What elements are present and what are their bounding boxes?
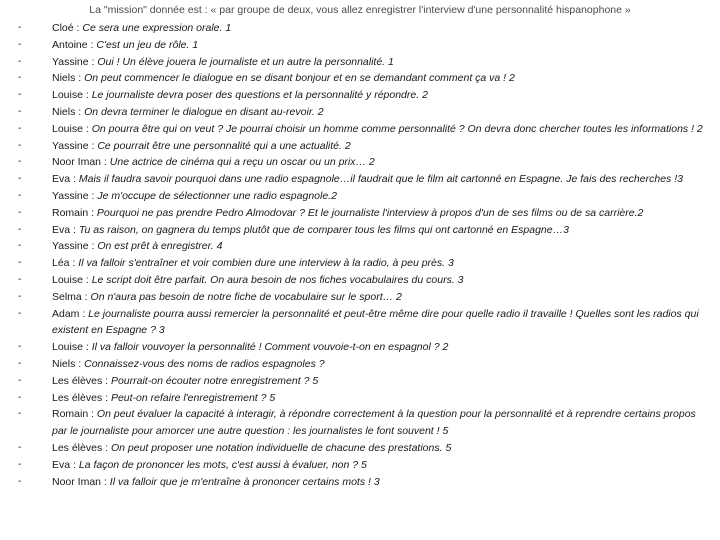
- list-item: [0, 406, 720, 440]
- list-item: [0, 37, 720, 54]
- bullet-dash: -: [18, 374, 22, 386]
- list-item-text: Selma : On n'aura pas besoin de notre fiche de vocabulaire sur le sport… 2: [52, 290, 402, 303]
- list-item: [0, 272, 720, 289]
- list-item: [0, 339, 720, 356]
- list-item: [0, 70, 720, 87]
- list-item-text: Adam : Le journaliste pourra aussi remercier la personnalité et peut-être même dire pour quelle radio il travaille ! Quelles sont les radios qui existent en Espagne ? 3: [52, 307, 699, 337]
- list-item-text: Les élèves : On peut proposer une notation individuelle de chacune des prestations. 5: [52, 441, 452, 454]
- bullet-dash: -: [18, 307, 22, 319]
- list-item-text: Les élèves : Peut-on refaire l'enregistrement ? 5: [52, 391, 276, 404]
- list-item: [0, 20, 720, 37]
- list-item: [0, 154, 720, 171]
- bullet-dash: -: [18, 391, 22, 403]
- list-item: [0, 474, 720, 491]
- bullet-dash: -: [18, 189, 22, 201]
- list-item: [0, 87, 720, 104]
- list-item-text: Cloé : Ce sera une expression orale. 1: [52, 22, 232, 34]
- list-item-text: Yassine : On est prêt à enregistrer. 4: [52, 240, 223, 253]
- bullet-dash: -: [18, 408, 22, 420]
- list-item-text: Noor Iman : Une actrice de cinéma qui a reçu un oscar ou un prix… 2: [52, 156, 375, 169]
- list-item-text: Eva : Mais il faudra savoir pourquoi dans une radio espagnole…il faudrait que le film ait cartonné en Espagne. Je fais des recherches !3: [52, 173, 683, 186]
- list-item-text: Niels : Connaissez-vous des noms de radios espagnoles ?: [52, 357, 325, 370]
- bullet-dash: -: [18, 122, 22, 134]
- bullet-dash: -: [18, 55, 22, 67]
- list-item: [0, 289, 720, 306]
- list-item: [0, 138, 720, 155]
- list-item-text: Yassine : Oui ! Un élève jouera le journaliste et un autre la personnalité. 1: [52, 55, 394, 68]
- list-item: [0, 238, 720, 255]
- list-item-text: Romain : On peut évaluer la capacité à interagir, à répondre correctement à la question pour la personnalité et à reprendre certains propos par le journaliste pour amorcer une autre question : les journalistes le font souvent ! 5: [52, 408, 696, 438]
- list-item: [0, 306, 720, 340]
- bullet-dash: -: [18, 273, 22, 285]
- list-item: [0, 440, 720, 457]
- bullet-dash: -: [18, 173, 22, 185]
- list-item-text: Louise : On pourra être qui on veut ? Je pourrai choisir un homme comme personnalité ? On devra donc chercher toutes les informations ! 2: [52, 122, 703, 135]
- list-item: [0, 171, 720, 188]
- list-item-text: Louise : Le journaliste devra poser des questions et la personnalité y répondre. 2: [52, 89, 428, 102]
- list-item: [0, 255, 720, 272]
- list-item: [0, 356, 720, 373]
- list-item: [0, 222, 720, 239]
- list-item-text: Yassine : Ce pourrait être une personnalité qui a une actualité. 2: [52, 139, 351, 152]
- bullet-dash: -: [18, 240, 22, 252]
- bullet-dash: -: [18, 357, 22, 369]
- list-item-text: Eva : La façon de prononcer les mots, c'est aussi à évaluer, non ? 5: [52, 458, 367, 471]
- list-item: [0, 457, 720, 474]
- bullet-dash: -: [18, 341, 22, 353]
- list-item: [0, 373, 720, 390]
- list-item-text: Antoine : C'est un jeu de rôle. 1: [52, 38, 199, 51]
- list-item: [0, 104, 720, 121]
- bullet-dash: -: [18, 257, 22, 269]
- bullet-dash: -: [18, 458, 22, 470]
- list-item-text: Eva : Tu as raison, on gagnera du temps plutôt que de comparer tous les films qui ont cartonné en Espagne…3: [52, 223, 569, 236]
- list-item: [0, 390, 720, 407]
- list-item-text: Léa : Il va falloir s'entraîner et voir combien dure une interview à la radio, à peu près. 3: [52, 257, 454, 270]
- list-item-text: Louise : Le script doit être parfait. On aura besoin de nos fiches vocabulaires du cours. 3: [52, 273, 464, 286]
- list-item: [0, 205, 720, 222]
- list-item: [0, 121, 720, 138]
- bullet-dash: -: [18, 441, 22, 453]
- dialogue-list: [0, 20, 720, 490]
- bullet-dash: -: [18, 156, 22, 168]
- bullet-dash: -: [18, 105, 22, 117]
- bullet-dash: -: [18, 475, 22, 487]
- list-item-text: Yassine : Je m'occupe de sélectionner une radio espagnole.2: [52, 189, 337, 202]
- bullet-dash: -: [18, 89, 22, 101]
- bullet-dash: -: [18, 72, 22, 84]
- page-title: La "mission" donnée est : « par groupe de deux, vous allez enregistrer l'interview d'une personnalité hispanophone »: [89, 4, 631, 16]
- list-item-text: Les élèves : Pourrait-on écouter notre enregistrement ? 5: [52, 374, 319, 387]
- list-item-text: Niels : On peut commencer le dialogue en se disant bonjour et en se demandant comment ça va ! 2: [52, 72, 515, 85]
- list-item: [0, 188, 720, 205]
- list-item-text: Noor Iman : Il va falloir que je m'entraîne à prononcer certains mots ! 3: [52, 475, 380, 488]
- bullet-dash: -: [18, 206, 22, 218]
- bullet-dash: -: [18, 22, 22, 33]
- list-item: [0, 54, 720, 71]
- bullet-dash: -: [18, 223, 22, 235]
- list-item-text: Louise : Il va falloir vouvoyer la personnalité ! Comment vouvoie-t-on en espagnol ? 2: [52, 341, 449, 354]
- bullet-dash: -: [18, 139, 22, 151]
- list-item-text: Romain : Pourquoi ne pas prendre Pedro Almodovar ? Et le journaliste l'interview à propos d'un de ses films ou de sa carrière.2: [52, 206, 644, 219]
- bullet-dash: -: [18, 38, 22, 50]
- list-item-text: Niels : On devra terminer le dialogue en disant au-revoir. 2: [52, 105, 324, 118]
- bullet-dash: -: [18, 290, 22, 302]
